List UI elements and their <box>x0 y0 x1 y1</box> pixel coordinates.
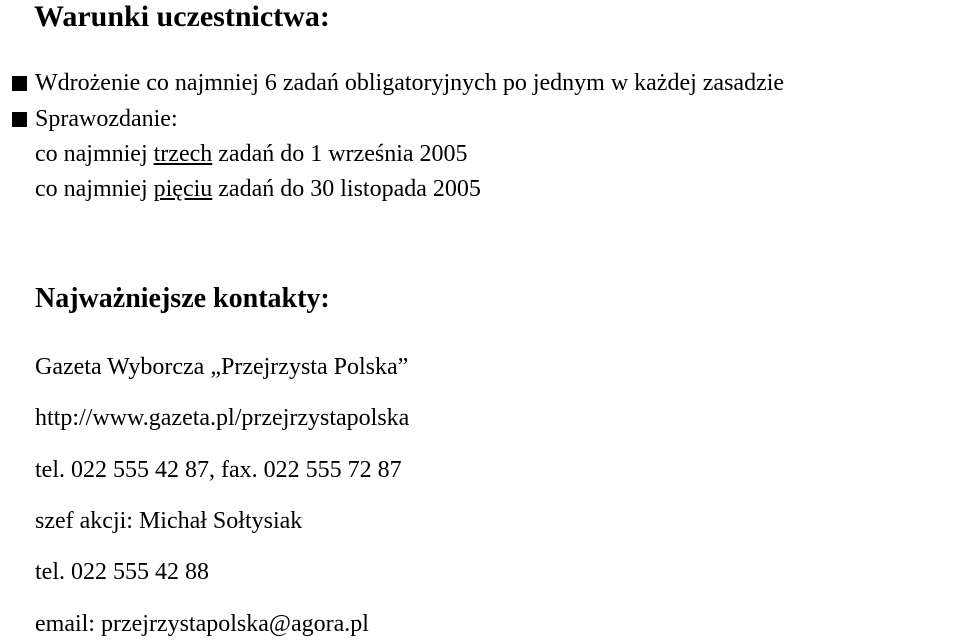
conditions-heading: Warunki uczestnictwa: <box>34 0 330 33</box>
deadline-suffix: zadań do 30 listopada 2005 <box>212 176 481 202</box>
square-bullet-icon <box>12 76 27 91</box>
list-item-report <box>12 105 178 133</box>
deadline-prefix: co najmniej <box>35 176 154 202</box>
contacts-heading: Najważniejsze kontakty: <box>35 283 330 314</box>
square-bullet-icon <box>12 112 27 127</box>
contact-email[interactable]: email: przejrzystapolska@agora.pl <box>35 611 369 637</box>
deadline-count: trzech <box>153 141 213 167</box>
organization-name: Gazeta Wyborcza „Przejrzysta Polska” <box>35 354 409 380</box>
phone-fax: tel. 022 555 42 87, fax. 022 555 72 87 <box>35 457 402 483</box>
report-deadline-2 <box>35 175 481 203</box>
list-item-implementation <box>12 69 784 97</box>
report-deadline-1 <box>35 140 468 168</box>
website-link[interactable]: http://www.gazeta.pl/przejrzystapolska <box>35 405 410 431</box>
head-of-action: szef akcji: Michał Sołtysiak <box>35 508 303 534</box>
list-item-text: Sprawozdanie: <box>35 106 178 132</box>
deadline-prefix: co najmniej <box>35 141 154 167</box>
deadline-suffix: zadań do 1 września 2005 <box>212 141 468 167</box>
list-item-text: Wdrożenie co najmniej 6 zadań obligatoryjnych po jednym w każdej zasadzie <box>35 70 785 96</box>
head-phone: tel. 022 555 42 88 <box>35 559 209 585</box>
deadline-count: pięciu <box>153 176 213 202</box>
